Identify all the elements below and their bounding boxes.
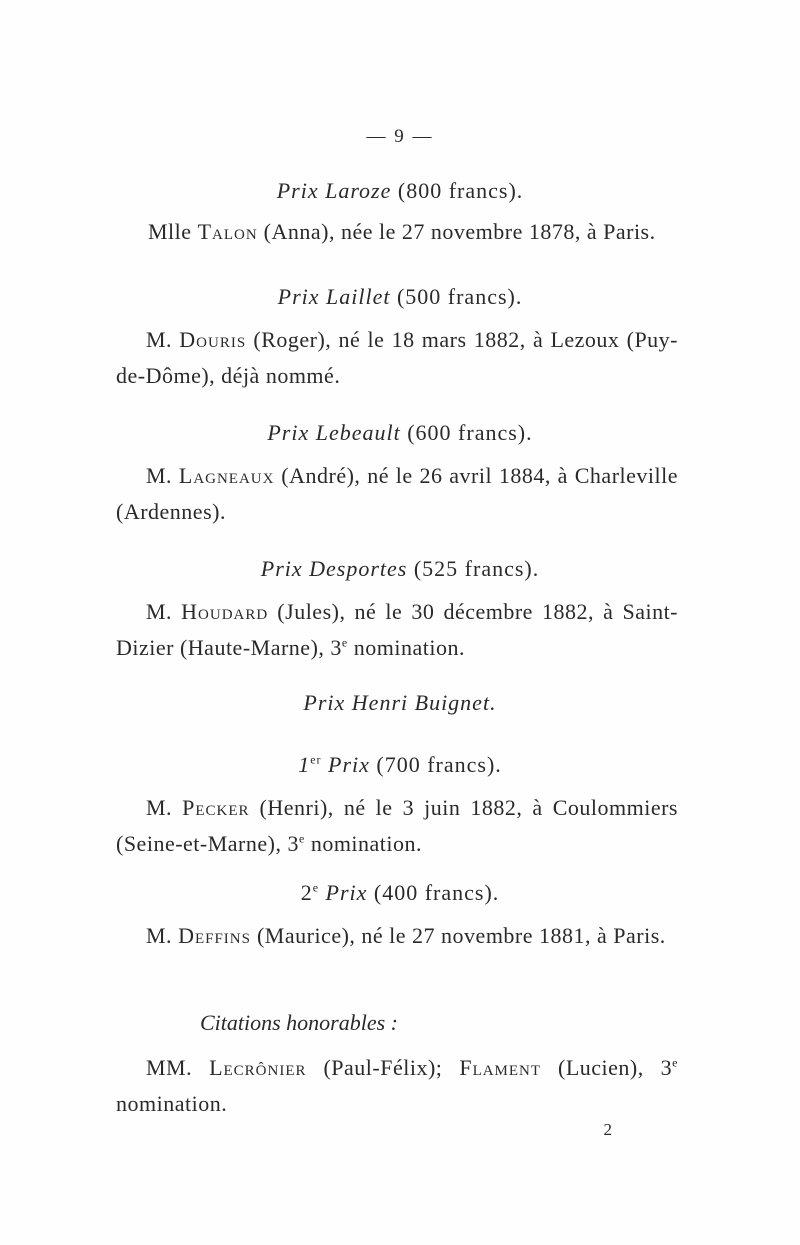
- entry-details: (Henri), né le 3 juin 1882, à Coulommiers (Seine-et-Marne), 3: [116, 795, 678, 856]
- laureate-surname: Lecrônier: [209, 1055, 307, 1080]
- prize-rank: 2: [300, 880, 313, 905]
- ordinal-superscript: e: [298, 831, 305, 846]
- entry-prefix: M.: [146, 327, 180, 352]
- second-prize-heading: [0, 880, 800, 906]
- laureate-surname: Talon: [197, 219, 258, 244]
- prize-label: Prix: [328, 752, 370, 777]
- prize-amount: (800 francs).: [397, 178, 524, 203]
- entry-details: (Anna), née le 27 novembre 1878, à Paris.: [257, 219, 656, 244]
- rank-superscript: e: [312, 880, 320, 895]
- prize-rank: 1: [298, 752, 311, 777]
- entry-details: (André), né le 26 avril 1884, à Charleville (Ardennes).: [116, 463, 678, 524]
- entry-prefix: M.: [146, 923, 179, 948]
- laureate-surname: Houdard: [181, 599, 269, 624]
- laureate-surname: Douris: [179, 327, 247, 352]
- prize-heading-buignet: [0, 690, 800, 716]
- laureate-surname: Flament: [459, 1055, 542, 1080]
- entry-prefix: M.: [146, 463, 179, 488]
- laureate-surname: Lagneaux: [178, 463, 275, 488]
- printer-signature-mark: 2: [603, 1120, 612, 1139]
- entry-details: (Roger), né le 18 mars 1882, à Lezoux (Puy-de-Dôme), déjà nommé.: [116, 327, 679, 388]
- prize-name: Prix Desportes: [260, 556, 408, 581]
- entry-details-end: nomination.: [304, 831, 423, 856]
- laureate-entry: [116, 790, 678, 862]
- entry-details: (Paul-Félix);: [306, 1055, 460, 1080]
- prize-amount: (700 francs).: [376, 752, 502, 777]
- rank-superscript: er: [310, 752, 322, 767]
- prize-name: Prix Laroze: [276, 178, 392, 203]
- entry-prefix: M.: [146, 795, 183, 820]
- page-number: — 9 —: [366, 126, 434, 147]
- laureate-surname: Deffins: [178, 923, 251, 948]
- ordinal-superscript: e: [341, 635, 348, 650]
- laureate-entry: [116, 594, 678, 666]
- first-prize-heading: [0, 752, 800, 778]
- citations-entry: [116, 1050, 678, 1122]
- laureate-entry: [116, 322, 678, 394]
- entry-prefix: Mlle: [148, 219, 198, 244]
- citations-heading: Citations honorables :: [200, 1010, 399, 1035]
- prize-label: Prix: [325, 880, 368, 905]
- laureate-entry: [148, 214, 710, 250]
- entry-prefix: M.: [146, 599, 182, 624]
- entry-details-end: nomination.: [116, 1091, 228, 1116]
- ordinal-superscript: e: [672, 1055, 678, 1070]
- prize-heading-laillet: [0, 284, 800, 310]
- entry-details-end: nomination.: [347, 635, 465, 660]
- prize-amount: (525 francs).: [413, 556, 540, 581]
- laureate-entry: [116, 918, 678, 954]
- prize-amount: (600 francs).: [407, 420, 533, 445]
- prize-name: Prix Laillet: [277, 284, 391, 309]
- prize-heading-lebeault: [0, 420, 800, 446]
- prize-heading-desportes: [0, 556, 800, 582]
- entry-details: (Lucien), 3: [541, 1055, 673, 1080]
- laureate-surname: Pecker: [182, 795, 250, 820]
- prize-heading-laroze: [0, 178, 800, 204]
- prize-amount: (500 francs).: [396, 284, 523, 309]
- prize-name: Prix Lebeault: [267, 420, 401, 445]
- laureate-entry: [116, 458, 678, 530]
- entry-prefix: MM.: [146, 1055, 210, 1080]
- entry-details: (Jules), né le 30 décembre 1882, à Saint-Dizier (Haute-Marne), 3: [116, 599, 679, 660]
- entry-details: (Maurice), né le 27 novembre 1881, à Paris.: [250, 923, 666, 948]
- prize-name: Prix Henri Buignet.: [303, 690, 497, 715]
- prize-amount: (400 francs).: [373, 880, 500, 905]
